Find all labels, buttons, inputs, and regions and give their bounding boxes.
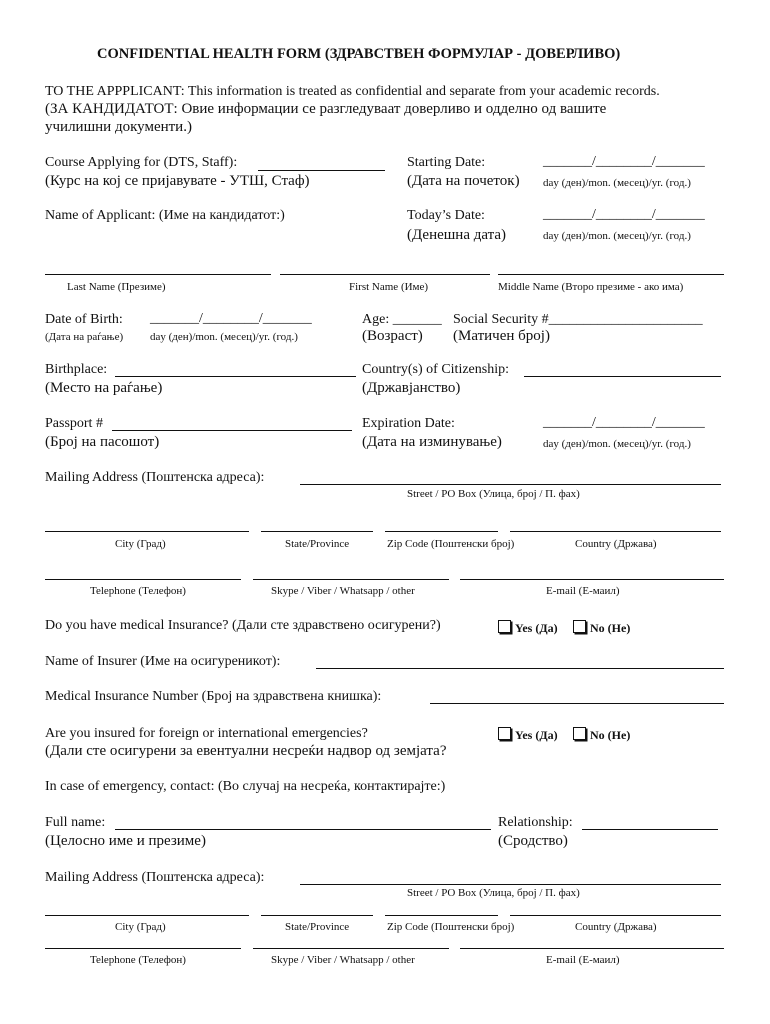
relationship-label: Relationship: bbox=[498, 815, 573, 830]
country-caption: Country (Држава) bbox=[575, 538, 657, 550]
relationship-label-mk: (Сродство) bbox=[498, 833, 568, 849]
insurance-number-field[interactable] bbox=[430, 703, 724, 704]
emergency-country-caption: Country (Држава) bbox=[575, 921, 657, 933]
course-label: Course Applying for (DTS, Staff): bbox=[45, 155, 238, 170]
intro-line-2: (ЗА КАНДИДАТОТ: Овие информации се разгледуваат доверливо и одделно од вашите bbox=[45, 101, 607, 117]
state-field[interactable] bbox=[261, 531, 373, 532]
checkbox-icon[interactable] bbox=[573, 620, 586, 633]
insurance-no-option[interactable] bbox=[573, 620, 630, 636]
birthplace-field[interactable] bbox=[115, 376, 356, 377]
telephone-caption: Telephone (Телефон) bbox=[90, 585, 186, 597]
insurance-yes-option[interactable] bbox=[498, 620, 558, 636]
starting-date-label-mk: (Дата на почеток) bbox=[407, 173, 520, 189]
first-name-field[interactable] bbox=[280, 274, 490, 275]
citizenship-label: Country(s) of Citizenship: bbox=[362, 362, 509, 377]
emergency-email-field[interactable] bbox=[460, 948, 724, 949]
full-name-field[interactable] bbox=[115, 829, 491, 830]
age-label-mk: (Возраст) bbox=[362, 328, 423, 344]
emergency-mailing-address-label: Mailing Address (Поштенска адреса): bbox=[45, 870, 265, 885]
todays-date-hint: day (ден)/mon. (месец)/yr. (год.) bbox=[543, 230, 691, 242]
insurer-field[interactable] bbox=[316, 668, 724, 669]
skype-field[interactable] bbox=[253, 579, 449, 580]
course-field[interactable] bbox=[258, 170, 385, 171]
last-name-field[interactable] bbox=[45, 274, 271, 275]
ssn-field[interactable]: Social Security #______________________ bbox=[453, 312, 703, 327]
country-field[interactable] bbox=[510, 531, 721, 532]
passport-field[interactable] bbox=[112, 430, 352, 431]
starting-date-field[interactable]: _______/________/_______ bbox=[543, 154, 705, 169]
emergency-country-field[interactable] bbox=[510, 915, 721, 916]
checkbox-icon[interactable] bbox=[498, 727, 511, 740]
applicant-name-label: Name of Applicant: (Име на кандидатот:) bbox=[45, 208, 285, 223]
emergency-telephone-caption: Telephone (Телефон) bbox=[90, 954, 186, 966]
last-name-caption: Last Name (Презиме) bbox=[67, 281, 166, 293]
yes-label: Yes (Да) bbox=[515, 728, 558, 742]
emergency-zip-field[interactable] bbox=[385, 915, 498, 916]
passport-label-mk: (Број на пасошот) bbox=[45, 434, 160, 450]
todays-date-label-mk: (Денешна дата) bbox=[407, 227, 507, 243]
middle-name-field[interactable] bbox=[498, 274, 724, 275]
mailing-address-label: Mailing Address (Поштенска адреса): bbox=[45, 470, 265, 485]
expiration-hint: day (ден)/mon. (месец)/yr. (год.) bbox=[543, 438, 691, 450]
no-label: No (Не) bbox=[590, 621, 631, 635]
email-caption: E-mail (Е-маил) bbox=[546, 585, 620, 597]
emergency-street-caption: Street / PO Box (Улица, број / П. фах) bbox=[407, 887, 580, 899]
first-name-caption: First Name (Име) bbox=[349, 281, 429, 293]
expiration-label: Expiration Date: bbox=[362, 416, 455, 431]
full-name-label: Full name: bbox=[45, 815, 106, 830]
citizenship-label-mk: (Државјанство) bbox=[362, 380, 461, 396]
street-field[interactable] bbox=[300, 484, 721, 485]
emergency-skype-field[interactable] bbox=[253, 948, 449, 949]
expiration-label-mk: (Дата на изминување) bbox=[362, 434, 502, 450]
telephone-field[interactable] bbox=[45, 579, 241, 580]
todays-date-label: Today’s Date: bbox=[407, 208, 485, 223]
birthplace-label-mk: (Место на раѓање) bbox=[45, 380, 163, 396]
insurance-question: Do you have medical Insurance? (Дали сте здравствено осигурени?) bbox=[45, 618, 441, 633]
emergency-email-caption: E-mail (Е-маил) bbox=[546, 954, 620, 966]
foreign-no-option[interactable] bbox=[573, 727, 630, 743]
expiration-field[interactable]: _______/________/_______ bbox=[543, 415, 705, 430]
no-label: No (Не) bbox=[590, 728, 631, 742]
insurance-number-label: Medical Insurance Number (Број на здравствена книшка): bbox=[45, 689, 382, 704]
insurer-label: Name of Insurer (Име на осигуреникот): bbox=[45, 654, 281, 669]
city-field[interactable] bbox=[45, 531, 249, 532]
emergency-street-field[interactable] bbox=[300, 884, 721, 885]
emergency-telephone-field[interactable] bbox=[45, 948, 241, 949]
emergency-city-caption: City (Град) bbox=[115, 921, 166, 933]
birthplace-label: Birthplace: bbox=[45, 362, 108, 377]
dob-label-mk: (Дата на раѓање) bbox=[45, 331, 124, 343]
skype-caption: Skype / Viber / Whatsapp / other bbox=[271, 585, 415, 597]
passport-label: Passport # bbox=[45, 416, 103, 431]
course-label-mk: (Курс на кој се пријавувате - УТШ, Стаф) bbox=[45, 173, 310, 189]
starting-date-hint: day (ден)/mon. (месец)/yr. (год.) bbox=[543, 177, 691, 189]
emergency-zip-caption: Zip Code (Поштенски број) bbox=[387, 921, 515, 933]
city-caption: City (Град) bbox=[115, 538, 166, 550]
intro-line-3: училишни документи.) bbox=[45, 119, 192, 135]
form-title: CONFIDENTIAL HEALTH FORM (ЗДРАВСТВЕН ФОРМУЛАР - ДОВЕРЛИВО) bbox=[97, 46, 621, 62]
relationship-field[interactable] bbox=[582, 829, 718, 830]
checkbox-icon[interactable] bbox=[498, 620, 511, 633]
todays-date-field[interactable]: _______/________/_______ bbox=[543, 207, 705, 222]
foreign-yes-option[interactable] bbox=[498, 727, 558, 743]
ssn-label-mk: (Матичен број) bbox=[453, 328, 550, 344]
emergency-state-field[interactable] bbox=[261, 915, 373, 916]
street-caption: Street / PO Box (Улица, број / П. фах) bbox=[407, 488, 580, 500]
foreign-insurance-question: Are you insured for foreign or international emergencies? bbox=[45, 726, 368, 741]
zip-field[interactable] bbox=[385, 531, 498, 532]
state-caption: State/Province bbox=[285, 538, 350, 550]
emergency-city-field[interactable] bbox=[45, 915, 249, 916]
yes-label: Yes (Да) bbox=[515, 621, 558, 635]
starting-date-label: Starting Date: bbox=[407, 155, 486, 170]
emergency-state-caption: State/Province bbox=[285, 921, 350, 933]
emergency-skype-caption: Skype / Viber / Whatsapp / other bbox=[271, 954, 415, 966]
intro-line-1: TO THE APPPLICANT: This information is treated as confidential and separate from your academic records. bbox=[45, 84, 660, 99]
dob-field[interactable]: _______/________/_______ bbox=[150, 311, 312, 326]
checkbox-icon[interactable] bbox=[573, 727, 586, 740]
foreign-insurance-question-mk: (Дали сте осигурени за евентуални несреќи надвор од земјата? bbox=[45, 743, 447, 759]
citizenship-field[interactable] bbox=[524, 376, 721, 377]
full-name-label-mk: (Целосно име и презиме) bbox=[45, 833, 206, 849]
dob-hint: day (ден)/mon. (месец)/yr. (год.) bbox=[150, 331, 298, 343]
zip-caption: Zip Code (Поштенски број) bbox=[387, 538, 515, 550]
middle-name-caption: Middle Name (Второ презиме - ако има) bbox=[498, 281, 684, 293]
emergency-heading: In case of emergency, contact: (Во случај на несреќа, контактирајте:) bbox=[45, 779, 446, 794]
dob-label: Date of Birth: bbox=[45, 312, 123, 327]
age-field[interactable]: Age: _______ bbox=[362, 312, 442, 327]
email-field[interactable] bbox=[460, 579, 724, 580]
